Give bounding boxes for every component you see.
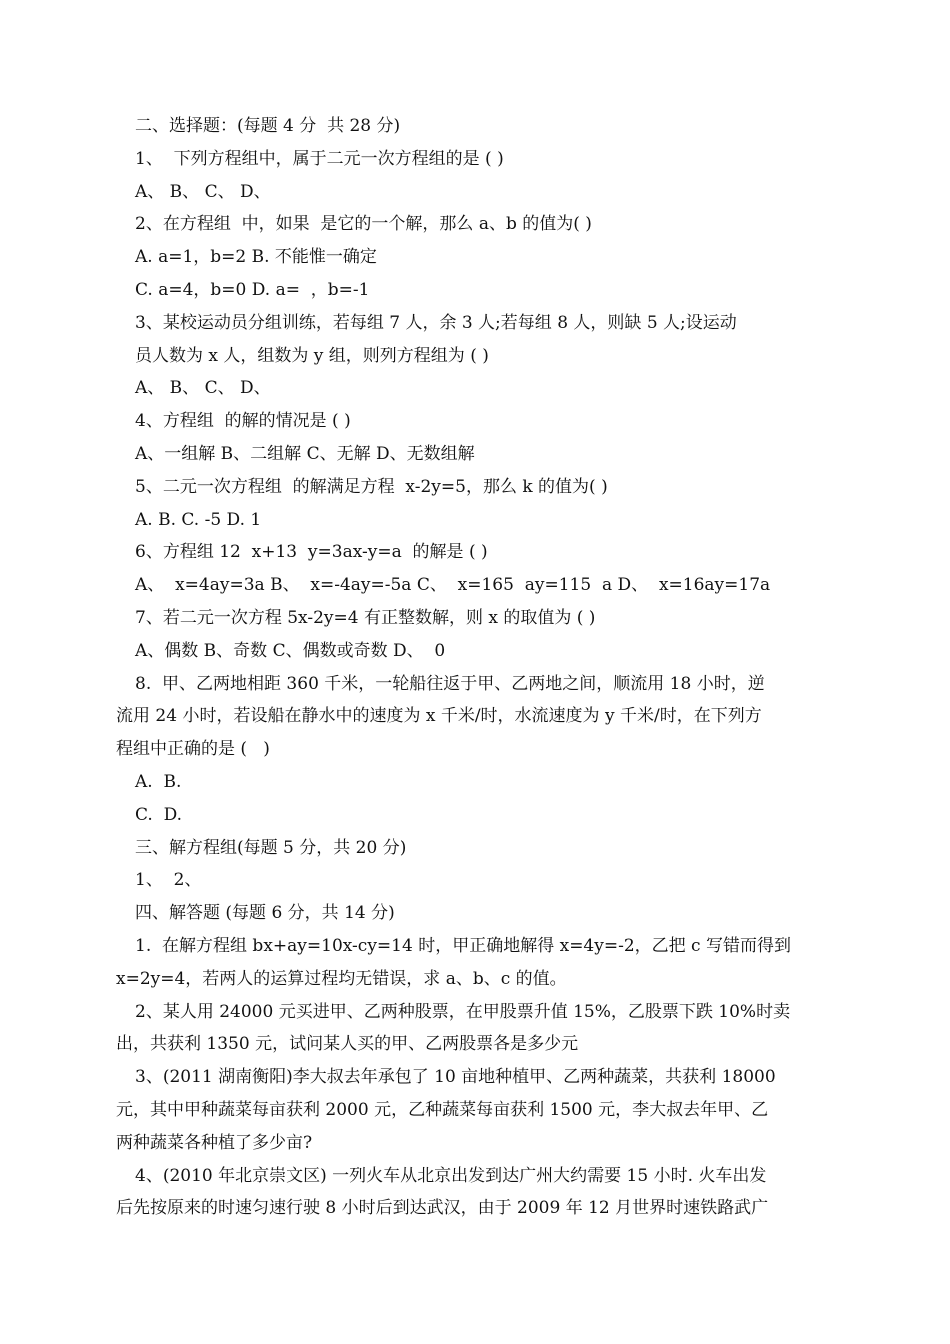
document-line: A、 B、 C、 D、 (135, 181, 271, 202)
document-line: 5、二元一次方程组 的解满足方程 x-2y=5，那么 k 的值为( ) (135, 476, 608, 497)
document-line: 3、某校运动员分组训练，若每组 7 人，余 3 人;若每组 8 人，则缺 5 人;设运动 (135, 312, 737, 333)
document-line: 2、在方程组 中，如果 是它的一个解，那么 a、b 的值为( ) (135, 214, 592, 235)
document-line: 出，共获利 1350 元，试问某人买的甲、乙两股票各是多少元 (116, 1034, 579, 1055)
document-line: 4、(2010 年北京崇文区) 一列火车从北京出发到达广州大约需要 15 小时. 火车出发 (135, 1165, 767, 1186)
document-line: A、 x=4ay=3a B、 x=-4ay=-5a C、 x=165 ay=115 a D、 x=16ay=17a (135, 575, 771, 596)
document-line: 后先按原来的时速匀速行驶 8 小时后到达武汉，由于 2009 年 12 月世界时速铁路武广 (116, 1198, 769, 1219)
document-line: 三、解方程组(每题 5 分，共 20 分) (135, 837, 407, 858)
document-line: A、一组解 B、二组解 C、无解 D、无数组解 (135, 443, 475, 464)
document-line: 四、解答题 (每题 6 分，共 14 分) (135, 903, 395, 924)
document-line: 8. 甲、乙两地相距 360 千米，一轮船往返于甲、乙两地之间，顺流用 18 小时，逆 (135, 673, 765, 694)
document-line: 二、选择题：(每题 4 分 共 28 分) (135, 116, 401, 136)
document-line: 1. 在解方程组 bx+ay=10x-cy=14 时，甲正确地解得 x=4y=-2，乙把 c 写错而得到 (135, 935, 791, 956)
document-line: C. a=4，b=0 D. a= ，b=-1 (135, 279, 370, 300)
document-line: 流用 24 小时，若设船在静水中的速度为 x 千米/时，水流速度为 y 千米/时，在下列方 (116, 706, 762, 727)
document-line: 元，其中甲种蔬菜每亩获利 2000 元，乙种蔬菜每亩获利 1500 元，李大叔去年甲、乙 (116, 1099, 769, 1120)
document-line: 7、若二元一次方程 5x-2y=4 有正整数解，则 x 的取值为 ( ) (135, 607, 596, 628)
document-line: 4、方程组 的解的情况是 ( ) (135, 411, 351, 432)
document-line: x=2y=4，若两人的运算过程均无错误，求 a、b、c 的值。 (116, 968, 567, 989)
document-body (116, 110, 836, 1225)
document-line: C. D. (135, 804, 183, 825)
document-line: A、 B、 C、 D、 (135, 378, 271, 399)
document-line: 1、 下列方程组中，属于二元一次方程组的是 ( ) (135, 148, 504, 169)
document-line: 3、(2011 湖南衡阳)李大叔去年承包了 10 亩地种植甲、乙两种蔬菜，共获利 18000 (135, 1067, 776, 1088)
document-line: 6、方程组 12 x+13 y=3ax-y=a 的解是 ( ) (135, 542, 488, 563)
document-line: 2、某人用 24000 元买进甲、乙两种股票，在甲股票升值 15%，乙股票下跌 10%时卖 (135, 1001, 791, 1022)
document-line: 两种蔬菜各种植了多少亩? (116, 1132, 313, 1153)
document-line: 员人数为 x 人，组数为 y 组，则列方程组为 ( ) (135, 345, 489, 366)
document-line: A. B. C. -5 D. 1 (135, 509, 262, 530)
document-line: 1、 2、 (135, 870, 202, 891)
document-line: 程组中正确的是 ( ) (116, 739, 270, 760)
document-line: A. a=1，b=2 B. 不能惟一确定 (135, 247, 377, 268)
document-line: A、偶数 B、奇数 C、偶数或奇数 D、 0 (135, 640, 446, 661)
document-line: A. B. (135, 771, 182, 792)
